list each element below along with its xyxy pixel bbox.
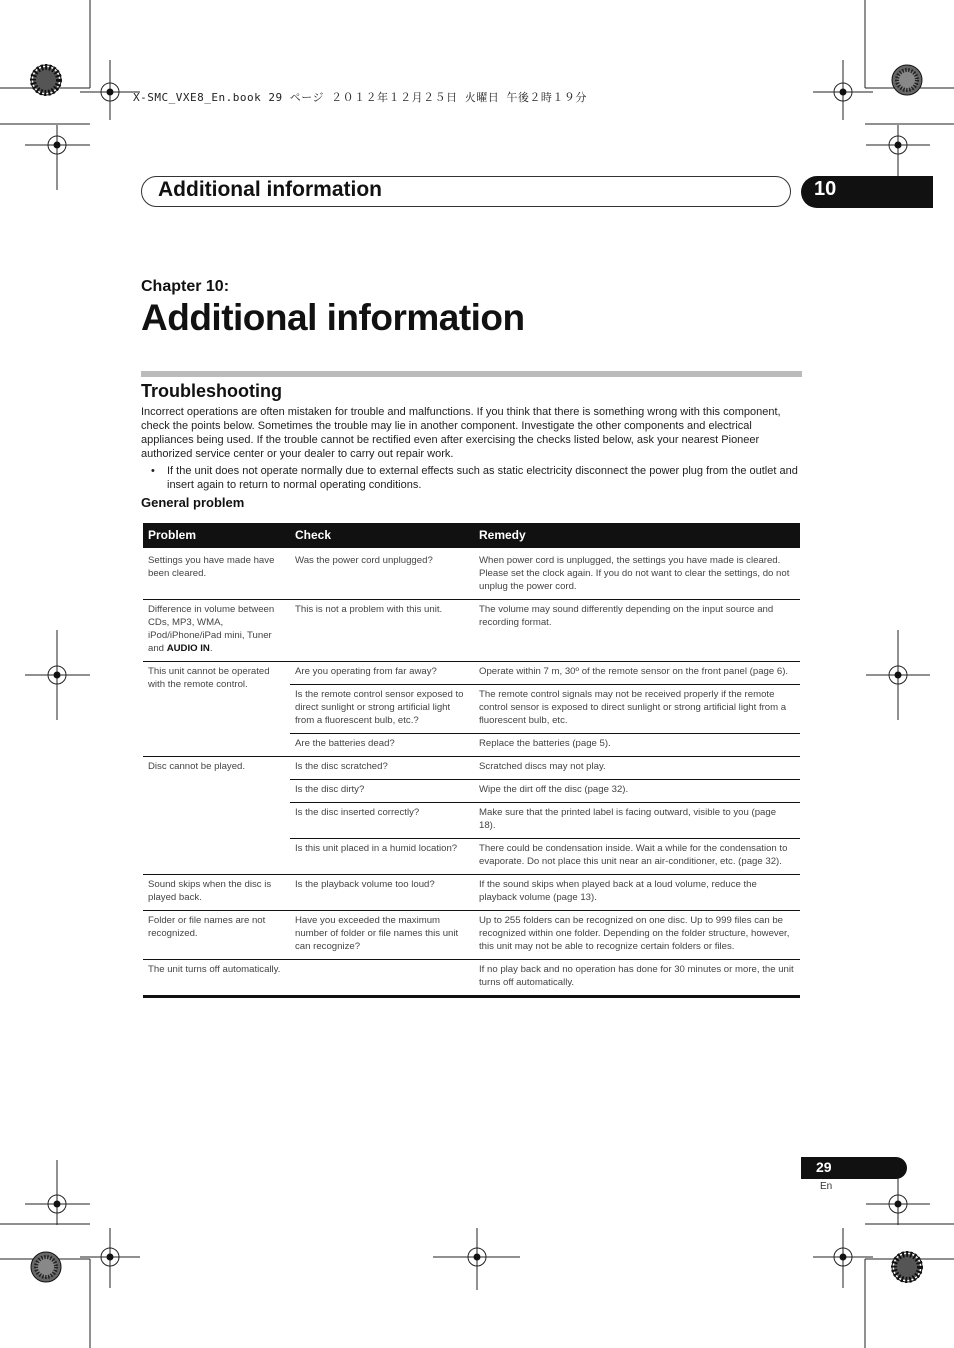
check-cell: Are you operating from far away? [290, 662, 474, 685]
problem-end-text: . [209, 643, 213, 654]
bullet-symbol: • [151, 465, 155, 477]
table-row [143, 911, 800, 960]
header-check: Check [290, 523, 474, 548]
table-row [143, 600, 800, 662]
table-row [143, 757, 800, 780]
check-cell: Is the disc scratched? [290, 757, 474, 780]
header-remedy: Remedy [474, 523, 800, 548]
chapter-label: Chapter 10: [141, 278, 230, 295]
print-job-info: X-SMC_VXE8_En.book 29 ページ ２０１２年１２月２５日 火曜日 午後２時１９分 [133, 91, 587, 104]
bullet-text: If the unit does not operate normally due to external effects such as static electricity disconnect the power plug from the outlet and insert again to return to normal operating conditions. [167, 465, 798, 491]
remedy-cell: The volume may sound differently depending on the input source and recording format. [474, 600, 800, 662]
check-cell: Is the disc inserted correctly? [290, 803, 474, 839]
remedy-cell: When power cord is unplugged, the settings you have made is cleared. Please set the clock again. If you do not want to clear the settings, do not unplug the power cord. [474, 548, 800, 600]
table-header-row [143, 523, 800, 548]
header-title: Additional information [158, 178, 382, 201]
check-cell [290, 960, 474, 997]
check-cell: Was the power cord unplugged? [290, 548, 474, 600]
problem-cell: Folder or file names are not recognized. [143, 911, 290, 960]
check-cell: Have you exceeded the maximum number of folder or file names this unit can recognize? [290, 911, 474, 960]
remedy-cell: Make sure that the printed label is facing outward, visible to you (page 18). [474, 803, 800, 839]
section-rule [141, 371, 802, 377]
problem-cell: Sound skips when the disc is played back. [143, 875, 290, 911]
remedy-cell: There could be condensation inside. Wait a while for the condensation to evaporate. Do not place this unit near an air-conditioner, etc. (page 32). [474, 839, 800, 875]
problem-cell: This unit cannot be operated with the remote control. [143, 662, 290, 757]
check-cell: Is the remote control sensor exposed to direct sunlight or strong artificial light from a fluorescent bulb, etc.? [290, 685, 474, 734]
remedy-cell: Up to 255 folders can be recognized on one disc. Up to 999 files can be recognized within one folder. Depending on the folder structure, however, this unit may not be able to recognize certain folders or files. [474, 911, 800, 960]
bullet-item [151, 464, 802, 492]
check-cell: Is this unit placed in a humid location? [290, 839, 474, 875]
remedy-cell: If the sound skips when played back at a loud volume, reduce the playback volume (page 13). [474, 875, 800, 911]
header-chapter-number: 10 [801, 176, 933, 208]
problem-cell [143, 600, 290, 662]
troubleshooting-table [143, 523, 800, 998]
problem-cell: Disc cannot be played. [143, 757, 290, 875]
remedy-cell: If no play back and no operation has done for 30 minutes or more, the unit turns off automatically. [474, 960, 800, 997]
problem-cell: Settings you have made have been cleared. [143, 548, 290, 600]
check-cell: Is the disc dirty? [290, 780, 474, 803]
remedy-cell: Operate within 7 m, 30º of the remote sensor on the front panel (page 6). [474, 662, 800, 685]
remedy-cell: Wipe the dirt off the disc (page 32). [474, 780, 800, 803]
subsection-title: General problem [141, 495, 245, 510]
table-row [143, 875, 800, 911]
check-cell: This is not a problem with this unit. [290, 600, 474, 662]
table-row [143, 548, 800, 600]
problem-bold-text: AUDIO IN [166, 643, 210, 654]
problem-cell: The unit turns off automatically. [143, 960, 290, 997]
problem-text: Difference in volume between CDs, MP3, WMA, iPod/iPhone/iPad mini, Tuner and [148, 604, 275, 654]
remedy-cell: The remote control signals may not be received properly if the remote control sensor is exposed to direct sunlight or strong artificial light from a fluorescent bulb, etc. [474, 685, 800, 734]
check-cell: Are the batteries dead? [290, 734, 474, 757]
check-cell: Is the playback volume too loud? [290, 875, 474, 911]
remedy-cell: Replace the batteries (page 5). [474, 734, 800, 757]
intro-paragraph: Incorrect operations are often mistaken for trouble and malfunctions. If you think that there is something wrong with this component, check the points below. Sometimes the trouble may lie in another component. Investigate the other components and electrical appliances being used. If the trouble cannot be rectified even after exercising the checks listed below, ask your nearest Pioneer authorized service center or your dealer to carry out repair work. [141, 406, 781, 460]
page-language: En [820, 1181, 833, 1192]
section-title: Troubleshooting [141, 381, 282, 401]
remedy-cell: Scratched discs may not play. [474, 757, 800, 780]
header-problem: Problem [143, 523, 290, 548]
page-number: 29 [801, 1157, 907, 1179]
chapter-title: Additional information [141, 297, 525, 338]
table-row [143, 960, 800, 997]
table-row [143, 662, 800, 685]
